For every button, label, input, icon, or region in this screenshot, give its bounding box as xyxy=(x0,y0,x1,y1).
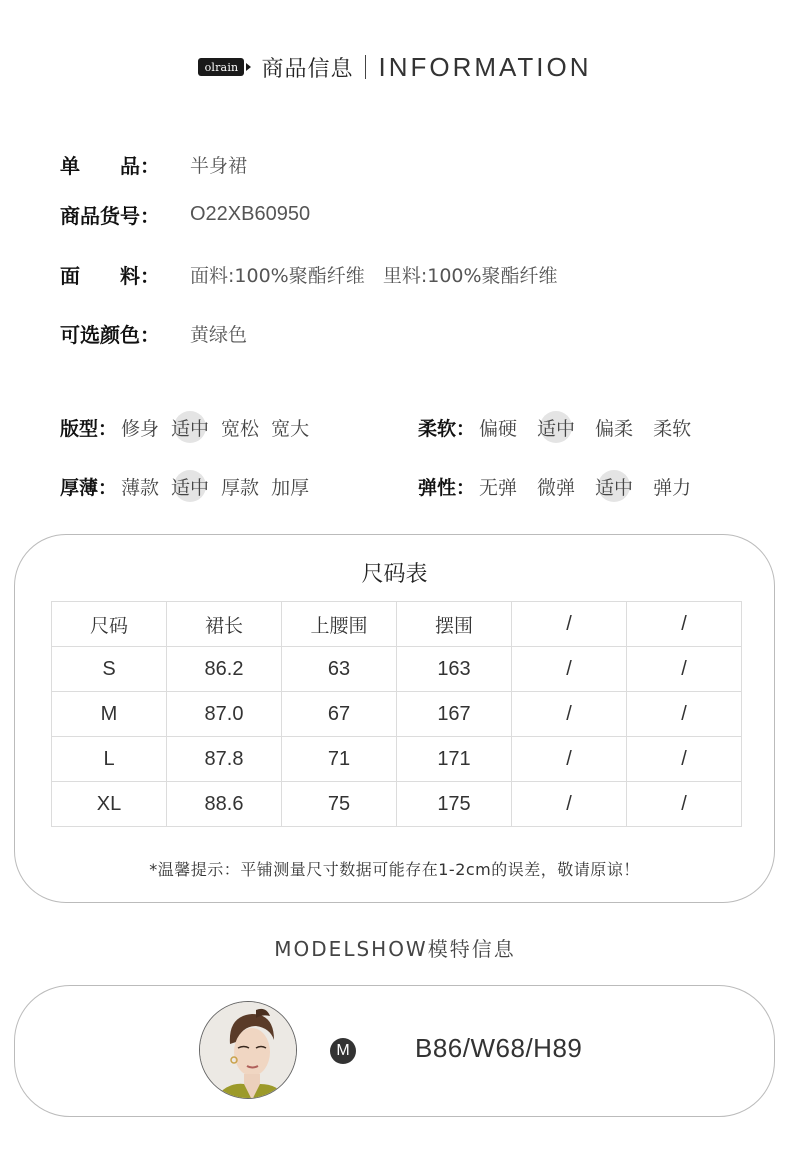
attr-thickness-option: 厚款 xyxy=(221,476,260,499)
label-char: 料： xyxy=(120,263,160,288)
attr-softness-label: 柔软： xyxy=(418,417,476,440)
attr-thickness-option: 加厚 xyxy=(271,476,310,499)
attr-fit-option: 宽大 xyxy=(271,417,310,440)
table-row xyxy=(52,692,742,737)
table-cell: S xyxy=(52,647,167,692)
header-title-en: INFORMATION xyxy=(378,51,592,82)
header-divider xyxy=(365,55,366,79)
table-header-row xyxy=(52,602,742,647)
attr-elasticity-option: 无弹 xyxy=(479,476,518,499)
attr-thickness-option: 薄款 xyxy=(121,476,160,499)
info-header xyxy=(0,50,790,84)
table-cell: 171 xyxy=(397,737,512,782)
header-title-cn: 商品信息 xyxy=(261,56,354,82)
table-header-cell: 尺码 xyxy=(52,602,167,647)
attr-elasticity-option-selected: 适中 xyxy=(595,473,633,500)
table-cell: / xyxy=(512,782,627,827)
info-value-sku: O22XB60950 xyxy=(190,202,311,225)
table-header-cell: / xyxy=(512,602,627,647)
table-cell: 87.8 xyxy=(167,737,282,782)
info-label-fabric xyxy=(60,260,190,289)
table-cell: 63 xyxy=(282,647,397,692)
table-cell: / xyxy=(627,692,742,737)
table-cell: 87.0 xyxy=(167,692,282,737)
table-cell: 71 xyxy=(282,737,397,782)
attr-elasticity-option: 弹力 xyxy=(653,476,692,499)
table-cell: 75 xyxy=(282,782,397,827)
info-value-color: 黄绿色 xyxy=(190,323,248,346)
attr-elasticity xyxy=(418,471,703,501)
logo-arrow-icon xyxy=(246,63,251,71)
attr-softness-option: 柔软 xyxy=(653,417,692,440)
table-cell: / xyxy=(512,692,627,737)
info-value-item: 半身裙 xyxy=(190,154,248,177)
table-header-cell: 上腰围 xyxy=(282,602,397,647)
info-value-fabric: 面料:100%聚酯纤维 里料:100%聚酯纤维 xyxy=(190,264,558,287)
size-table-title: 尺码表 xyxy=(361,562,428,587)
table-row xyxy=(52,782,742,827)
size-table xyxy=(51,601,742,827)
table-cell: L xyxy=(52,737,167,782)
attr-thickness-option-selected: 适中 xyxy=(171,473,209,500)
attr-fit-option-selected: 适中 xyxy=(171,414,209,441)
info-row-item xyxy=(60,149,247,179)
attr-thickness-label: 厚薄： xyxy=(60,476,118,499)
label-char: 面 xyxy=(60,263,80,288)
table-cell: / xyxy=(512,737,627,782)
attr-softness-option: 偏柔 xyxy=(595,417,634,440)
attr-fit-option: 修身 xyxy=(121,417,160,440)
attr-fit-option: 宽松 xyxy=(221,417,260,440)
table-cell: / xyxy=(627,647,742,692)
brand-logo-text: olrain xyxy=(204,60,239,74)
table-cell: 163 xyxy=(397,647,512,692)
attr-thickness xyxy=(60,471,321,501)
label-char: 品： xyxy=(120,153,160,178)
table-header-cell: / xyxy=(627,602,742,647)
table-cell: / xyxy=(627,737,742,782)
model-avatar xyxy=(199,1001,297,1099)
table-cell: 86.2 xyxy=(167,647,282,692)
info-label-sku: 商品货号： xyxy=(60,203,160,228)
size-table-card xyxy=(14,534,775,903)
table-cell: 167 xyxy=(397,692,512,737)
model-title: MODELSHOW模特信息 xyxy=(274,937,516,961)
model-portrait-icon xyxy=(200,1002,297,1099)
info-label-item xyxy=(60,150,190,179)
table-cell: / xyxy=(627,782,742,827)
attr-softness xyxy=(418,412,703,442)
table-cell: 88.6 xyxy=(167,782,282,827)
table-row xyxy=(52,737,742,782)
size-note: *温馨提示：平铺测量尺寸数据可能存在1-2cm的误差，敬请原谅！ xyxy=(149,860,640,879)
attr-softness-option: 偏硬 xyxy=(479,417,518,440)
attr-fit xyxy=(60,412,321,442)
attr-elasticity-option: 微弹 xyxy=(537,476,576,499)
table-cell: XL xyxy=(52,782,167,827)
model-card xyxy=(14,985,775,1117)
table-header-cell: 裙长 xyxy=(167,602,282,647)
table-cell: / xyxy=(512,647,627,692)
model-size-badge: M xyxy=(330,1038,356,1064)
table-header-cell: 摆围 xyxy=(397,602,512,647)
info-row-sku xyxy=(60,199,310,229)
info-row-fabric xyxy=(60,259,558,289)
table-cell: 67 xyxy=(282,692,397,737)
brand-logo xyxy=(198,58,244,76)
info-label-color: 可选颜色： xyxy=(60,322,160,347)
attr-softness-option-selected: 适中 xyxy=(537,414,575,441)
table-row xyxy=(52,647,742,692)
attr-fit-label: 版型： xyxy=(60,417,118,440)
table-cell: 175 xyxy=(397,782,512,827)
label-char: 单 xyxy=(60,153,80,178)
attr-elasticity-label: 弹性： xyxy=(418,476,476,499)
model-measurements: B86/W68/H89 xyxy=(415,1033,583,1063)
info-row-color xyxy=(60,318,247,348)
table-cell: M xyxy=(52,692,167,737)
